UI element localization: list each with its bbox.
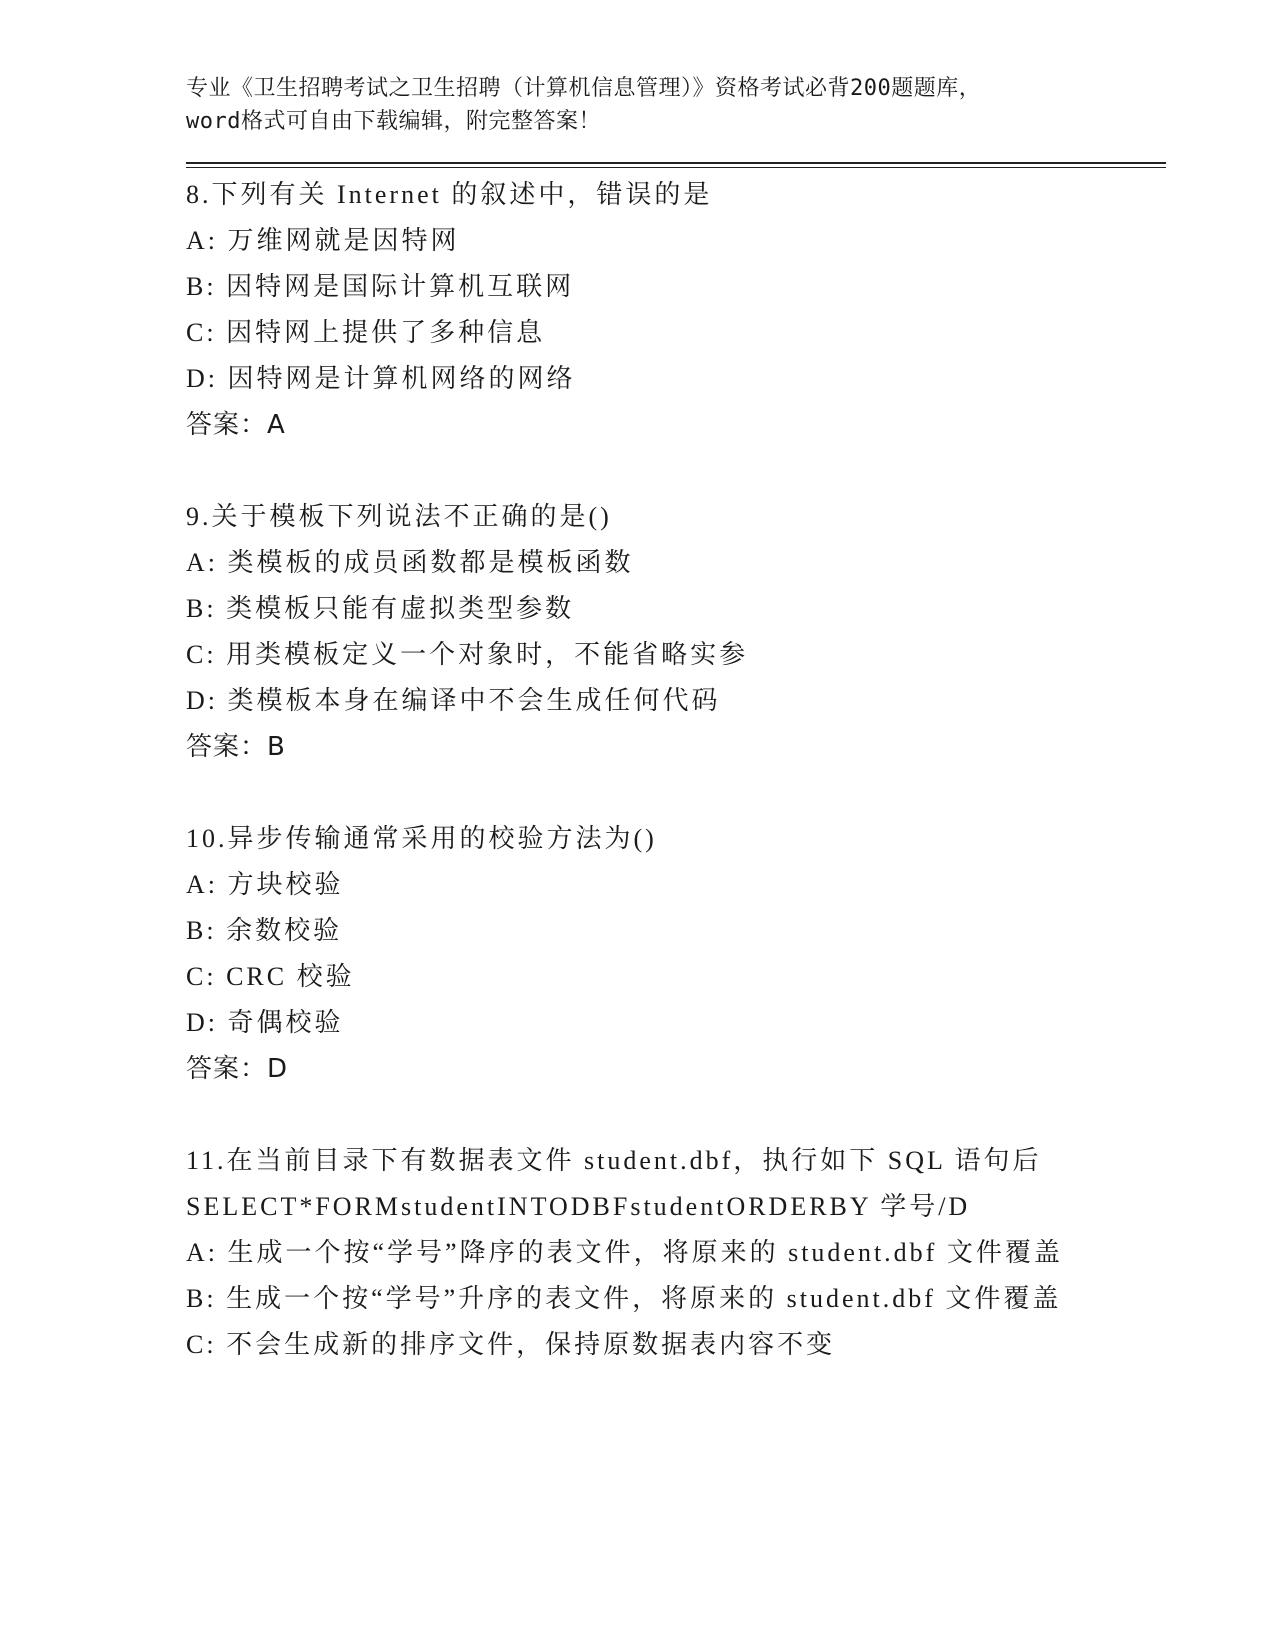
option-b: B: 余数校验 (186, 916, 343, 945)
option-c: C: 因特网上提供了多种信息 (186, 318, 546, 347)
option-b: B: 因特网是国际计算机互联网 (186, 272, 575, 301)
option-c: C: CRC 校验 (186, 962, 355, 991)
option-a: A: 方块校验 (186, 870, 344, 899)
option-a: A: 生成一个按“学号”降序的表文件，将原来的 student.dbf 文件覆盖 (186, 1238, 1063, 1267)
question-stem: 8.下列有关 Internet 的叙述中，错误的是 (186, 180, 713, 209)
question-stem: 11.在当前目录下有数据表文件 student.dbf，执行如下 SQL 语句后 (186, 1146, 1042, 1175)
question-8 (186, 172, 1166, 448)
answer: 答案：A (186, 410, 286, 440)
question-9 (186, 494, 1166, 770)
option-a: A: 类模板的成员函数都是模板函数 (186, 548, 634, 577)
option-d: D: 奇偶校验 (186, 1008, 344, 1037)
document-page (186, 72, 1166, 1414)
option-b: B: 类模板只能有虚拟类型参数 (186, 594, 575, 623)
question-stem-sql: SELECT*FORMstudentINTODBFstudentORDERBY 学号/D (186, 1192, 971, 1221)
header-line-1: 专业《卫生招聘考试之卫生招聘（计算机信息管理）》资格考试必背200题题库， (186, 76, 982, 101)
option-c: C: 用类模板定义一个对象时，不能省略实参 (186, 640, 749, 669)
option-d: D: 因特网是计算机网络的网络 (186, 364, 576, 393)
question-list (186, 172, 1166, 1368)
option-a: A: 万维网就是因特网 (186, 226, 460, 255)
option-b: B: 生成一个按“学号”升序的表文件，将原来的 student.dbf 文件覆盖 (186, 1284, 1062, 1313)
option-c: C: 不会生成新的排序文件，保持原数据表内容不变 (186, 1330, 836, 1359)
option-d: D: 类模板本身在编译中不会生成任何代码 (186, 686, 721, 715)
answer: 答案：D (186, 1054, 289, 1084)
question-11 (186, 1138, 1166, 1368)
header-divider (186, 162, 1166, 168)
answer: 答案：B (186, 732, 286, 762)
question-stem: 9.关于模板下列说法不正确的是() (186, 502, 612, 531)
header-line-2: word格式可自由下载编辑，附完整答案！ (186, 109, 601, 134)
document-header (186, 72, 1166, 138)
question-stem: 10.异步传输通常采用的校验方法为() (186, 824, 657, 853)
question-10 (186, 816, 1166, 1092)
